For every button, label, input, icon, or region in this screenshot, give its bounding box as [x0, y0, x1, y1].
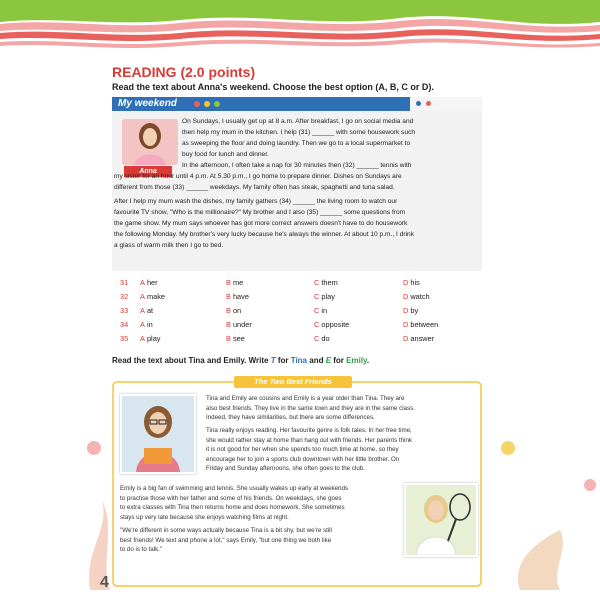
para-line: it is not good for her when she spends too much time at home, so they: [206, 446, 399, 453]
box-header: [112, 97, 482, 111]
passage-line: the following Monday. My brother's very lucky because he's always the winner. At about 10 p.m., I drink: [114, 231, 414, 238]
para-line: Friday and Sunday afternoons, she often goes to the club.: [206, 465, 365, 472]
passage-line: the game show. My mum says whoever has got more correct answers doesn't have to do housework: [114, 220, 408, 227]
question-row: [120, 306, 480, 320]
option-b[interactable]: B under: [226, 320, 252, 329]
emily-photo: [404, 483, 478, 557]
para-line: to extra classes with Tina then returns home and does homework. She sometimes: [120, 504, 345, 511]
para-line: Tina and Emily are cousins and Emily is a year older than Tina. They are: [206, 395, 405, 402]
reading-instruction: Read the text about Anna's weekend. Choose the best option (A, B, C or D).: [112, 82, 434, 92]
passage-line: In the afternoon, I often take a nap for 30 minutes then (32) ______ tennis with: [182, 162, 412, 169]
para-line: to do is to talk.": [120, 546, 163, 553]
dot-icon: [214, 101, 220, 107]
passage-line: as sweeping the floor and doing laundry. Then we go to a local supermarket to: [182, 140, 411, 147]
para-line: to practise those with her father and some of his friends. On weekdays, she goes: [120, 494, 342, 502]
dot-icon: [204, 101, 210, 107]
option-d[interactable]: D by: [403, 306, 419, 315]
header-flag-decoration: [410, 97, 482, 111]
option-b[interactable]: B see: [226, 334, 245, 343]
question-row: [120, 334, 480, 348]
option-a[interactable]: A in: [140, 320, 153, 329]
passage-line: favourite TV show, "Who is the millionaire?" My brother and I also (35) ______ some questions from: [114, 209, 406, 216]
option-b[interactable]: B me: [226, 278, 244, 287]
box-header-title: My weekend: [118, 98, 177, 109]
passage-line: a glass of warm milk then I go to bed.: [114, 242, 224, 249]
top-wave-decoration: [0, 0, 600, 60]
para-line: Indeed, they have similarities, but there are some differences.: [206, 414, 375, 421]
section-title: READING (2.0 points): [112, 64, 256, 80]
question-row: [120, 320, 480, 334]
option-d[interactable]: D his: [403, 278, 420, 287]
answer-choices: [120, 278, 480, 348]
passage-line: then help my mum in the kitchen. I help (31) ______ with some housework such: [182, 129, 416, 136]
option-b[interactable]: B have: [226, 292, 249, 301]
question-number: 33: [120, 306, 129, 315]
option-d[interactable]: D between: [403, 320, 439, 329]
option-c[interactable]: C them: [314, 278, 338, 287]
dot-icon: [194, 101, 200, 107]
flower-decoration: [500, 440, 600, 590]
para-line: Tina really enjoys reading. Her favourite genre is folk tales. In her free time,: [206, 427, 412, 434]
option-b[interactable]: B on: [226, 306, 242, 315]
option-c[interactable]: C play: [314, 292, 335, 301]
option-a[interactable]: A her: [140, 278, 158, 287]
option-a[interactable]: A at: [140, 306, 154, 315]
option-a[interactable]: A make: [140, 292, 166, 301]
passage-line: On Sundays, I usually get up at 8 a.m. After breakfast, I go on social media and: [182, 118, 414, 125]
question-number: 35: [120, 334, 129, 343]
option-c[interactable]: C do: [314, 334, 330, 343]
question-number: 34: [120, 320, 129, 329]
question-row: [120, 292, 480, 306]
box-title: The Two Best Friends: [234, 376, 352, 388]
para-line: Emily is a big fan of swimming and tennis. She usually wakes up early at weekends: [120, 485, 349, 492]
page-number: 4: [100, 574, 109, 591]
question-row: [120, 278, 480, 292]
para-line: "We're different in some ways actually because Tina is a bit shy, but we're still: [120, 527, 332, 534]
option-a[interactable]: A play: [140, 334, 161, 343]
passage-line: buy food for lunch and dinner.: [182, 151, 269, 158]
passage-line: different from those (33) ______ weekdays. My family often has steak, spaghetti and tuna salad.: [114, 184, 395, 191]
tina-photo: [120, 394, 196, 474]
passage-line: After I help my mum wash the dishes, my family gathers (34) ______ the living room to watch our: [114, 198, 398, 205]
question-number: 31: [120, 278, 129, 287]
tina-emily-instruction: Read the text about Tina and Emily. Write T for Tina and E for Emily.: [112, 356, 370, 365]
option-d[interactable]: D watch: [403, 292, 430, 301]
two-best-friends-box: [112, 376, 482, 588]
option-d[interactable]: D answer: [403, 334, 435, 343]
para-line: encourage her to join a sports club downtown with her little brother. On: [206, 455, 400, 463]
my-weekend-box: [112, 97, 482, 271]
anna-photo: [122, 119, 178, 165]
option-c[interactable]: C in: [314, 306, 328, 315]
para-line: also best friends. They live in the same town and they are in the same class.: [206, 404, 415, 412]
passage-line: my sister for an hour until 4 p.m. At 5.30 p.m., I go home to prepare dinner. Dishes on Sundays are: [114, 173, 402, 180]
anna-name-tag: Anna: [124, 166, 172, 177]
para-line: best friends! We text and phone a lot," says Emily, "but one thing we both like: [120, 536, 332, 544]
question-number: 32: [120, 292, 129, 301]
para-line: she would rather stay at home than hang out with friends. Her parents think: [206, 436, 413, 444]
para-line: stays up very late because she enjoys watching films at night.: [120, 513, 289, 521]
option-c[interactable]: C opposite: [314, 320, 350, 329]
